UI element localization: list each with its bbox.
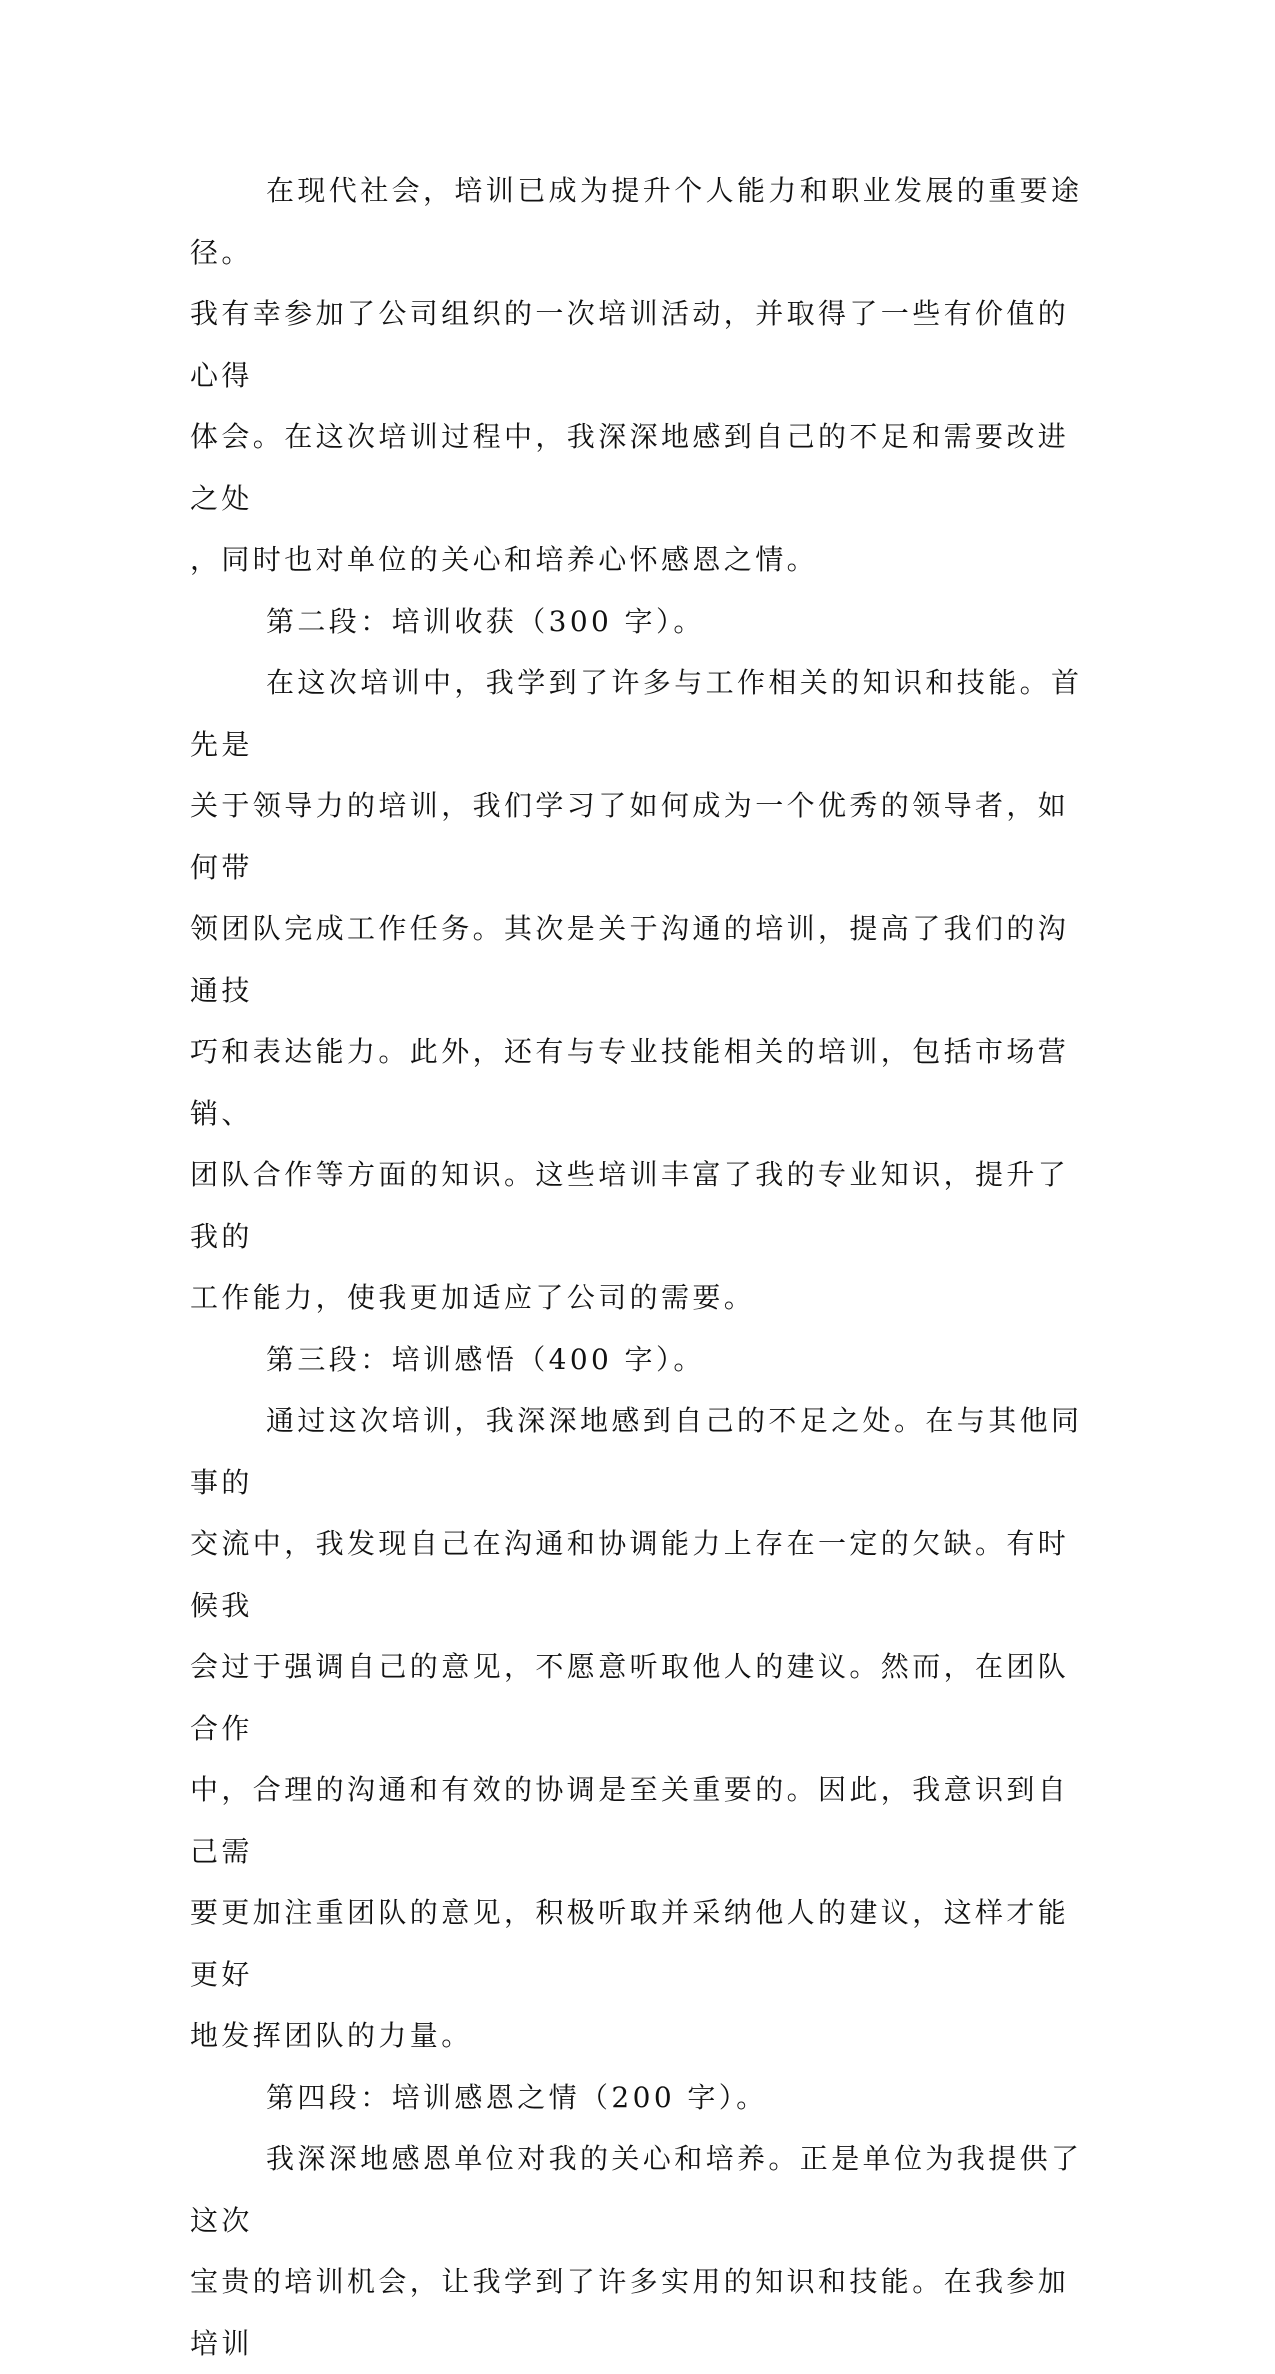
section-heading-3: 第三段：培训感悟（400 字）。 <box>266 1342 705 1376</box>
paragraph-intro: 在现代社会，培训已成为提升个人能力和职业发展的重要途径。 我有幸参加了公司组织的一次培训活动，并取得了一些有价值的心得 体会。在这次培训过程中，我深深地感到自己的不足和需要改进之处 ，同时也对单位的关心和培养心怀感恩之情。 <box>190 174 1083 576</box>
section-heading-4: 第四段：培训感恩之情（200 字）。 <box>266 2080 768 2114</box>
section-heading-2: 第二段：培训收获（300 字）。 <box>266 604 705 638</box>
document-body <box>190 160 1090 2374</box>
paragraph-training-insights: 通过这次培训，我深深地感到自己的不足之处。在与其他同事的 交流中，我发现自己在沟通和协调能力上存在一定的欠缺。有时候我 会过于强调自己的意见，不愿意听取他人的建议。然而，在团队合作 中，合理的沟通和有效的协调是至关重要的。因此，我意识到自己需 要更加注重团队的意见，积极听取并采纳他人的建议，这样才能更好 地发挥团队的力量。 <box>190 1404 1083 2052</box>
paragraph-gratitude: 我深深地感恩单位对我的关心和培养。正是单位为我提供了这次 宝贵的培训机会，让我学到了许多实用的知识和技能。在我参加培训 <box>190 2142 1083 2360</box>
paragraph-training-gains: 在这次培训中，我学到了许多与工作相关的知识和技能。首先是 关于领导力的培训，我们学习了如何成为一个优秀的领导者，如何带 领团队完成工作任务。其次是关于沟通的培训，提高了我们的沟通技 巧和表达能力。此外，还有与专业技能相关的培训，包括市场营销、 团队合作等方面的知识。这些培训丰富了我的专业知识，提升了我的 工作能力，使我更加适应了公司的需要。 <box>190 666 1083 1314</box>
